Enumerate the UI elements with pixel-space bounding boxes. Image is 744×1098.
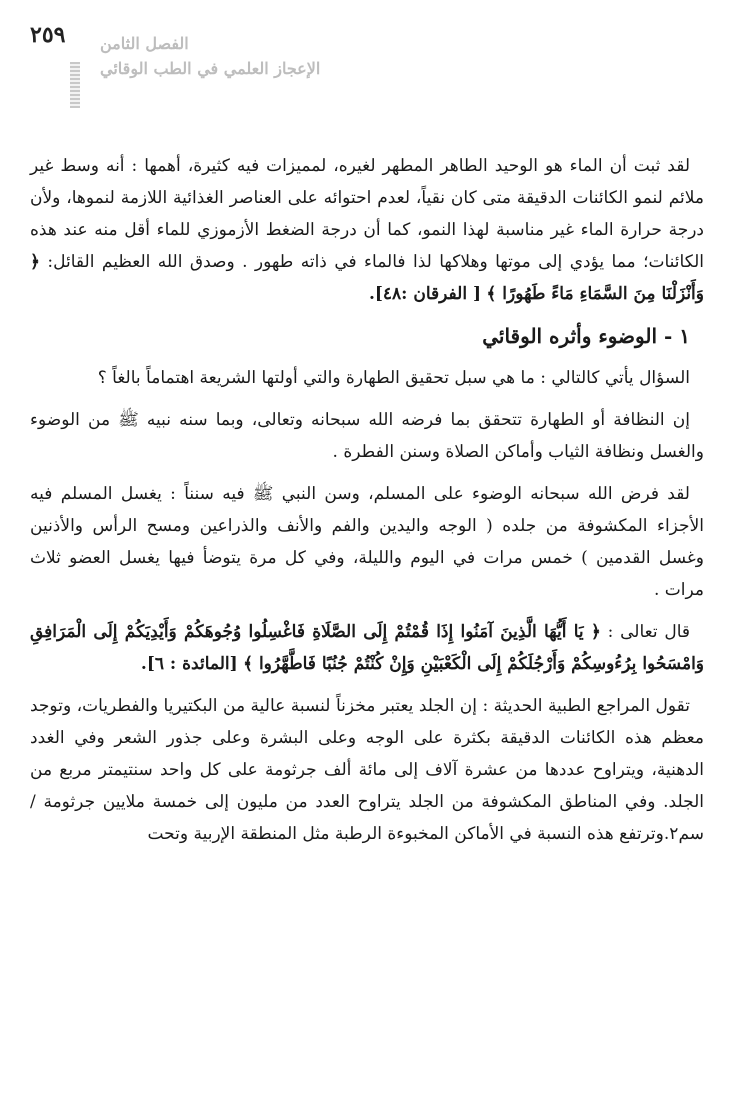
verse-reference: [ الفرقان :٤٨]. (368, 284, 482, 304)
verse-reference: [المائدة : ٦]. (140, 654, 238, 674)
page-body (30, 150, 704, 860)
paragraph-question: السؤال يأتي كالتالي : ما هي سبل تحقيق الطهارة والتي أولتها الشريعة اهتماماً بالغاً ؟ (97, 368, 690, 388)
page-number: ٢٥٩ (30, 22, 66, 48)
section-heading: ١ - الوضوء وأثره الوقائي (482, 324, 690, 348)
verse-intro: قال تعالى : (607, 622, 691, 642)
chapter-title: الفصل الثامن (100, 34, 189, 53)
paragraph-medical: تقول المراجع الطبية الحديثة : إن الجلد يعتبر مخزناً لنسبة عالية من البكتيريا والفطريات، وتوجد معظم هذه الكائنات الدقيقة بكثرة على الوجه وعلى البشرة وعلى جذور الشعر وفي الغدد الدهنية، ويتراوح عددها من عشرة آلاف إلى مائة ألف جرثومة على كل واحد سنتيمتر مربع من الجلد. وفي المناطق المكشوفة من الجلد يتراوح العدد من مليون إلى خمسة ملايين جرثومة / سم٢.وترتفع هذه النسبة في الأماكن المخبوءة الرطبة مثل المنطقة الإربية وتحت (30, 696, 704, 844)
paragraph-water (30, 150, 704, 310)
quran-verse: ﴿ يَا أَيُّهَا الَّذِينَ آمَنُوا إِذَا قُمْتُمْ إِلَى الصَّلَاةِ فَاغْسِلُوا وُجُوهَكُمْ وَأَيْدِيَكُمْ إِلَى الْمَرَافِقِ وَامْسَحُوا بِرُءُوسِكُمْ وَأَرْجُلَكُمْ إِلَى الْكَعْبَيْنِ وَإِنْ كُنْتُمْ جُنُبًا فَاطَّهَّرُوا ﴾ (30, 622, 704, 674)
paragraph-cleanliness: إن النظافة أو الطهارة تتحقق بما فرضه الله سبحانه وتعالى، وبما سنه نبيه ﷺ من الوضوء والغسل ونظافة الثياب وأماكن الصلاة وسنن الفطرة . (30, 410, 704, 462)
quran-verse: ﴿ وَأَنْزَلْنَا مِنَ السَّمَاءِ مَاءً طَهُورًا ﴾ (30, 252, 704, 304)
paragraph-verse (30, 616, 704, 680)
running-header (100, 32, 320, 82)
paragraph-wudu: لقد فرض الله سبحانه الوضوء على المسلم، وسن النبي ﷺ فيه سنناً : يغسل المسلم فيه الأجزاء المكشوفة من جلده ( الوجه واليدين والفم والأنف والذراعين ومسح الرأس والأذنين وغسل القدمين ) خمس مرات في اليوم والليلة، وفي كل مرة يتوضأ فيها يغسل العضو ثلاث مرات . (30, 484, 704, 600)
decorative-marker (70, 62, 80, 108)
chapter-subtitle: الإعجاز العلمي في الطب الوقائي (100, 59, 321, 78)
page-header (30, 22, 684, 92)
paragraph-text: لقد ثبت أن الماء هو الوحيد الطاهر المطهر لغيره، لمميزات فيه كثيرة، أهمها : أنه وسط غير ملائم لنمو الكائنات الدقيقة متى كان نقياً، لعدم احتوائه على العناصر الغذائية اللازمة لنموها، ولأن درجة حرارة الماء غير مناسبة لهذا النمو، كما أن درجة الضغط الأزموزي للماء أقل منه عند هذه الكائنات؛ مما يؤدي إلى موتها وهلاكها لذا فالماء في ذاته طهور . وصدق الله العظيم القائل: (30, 156, 705, 272)
